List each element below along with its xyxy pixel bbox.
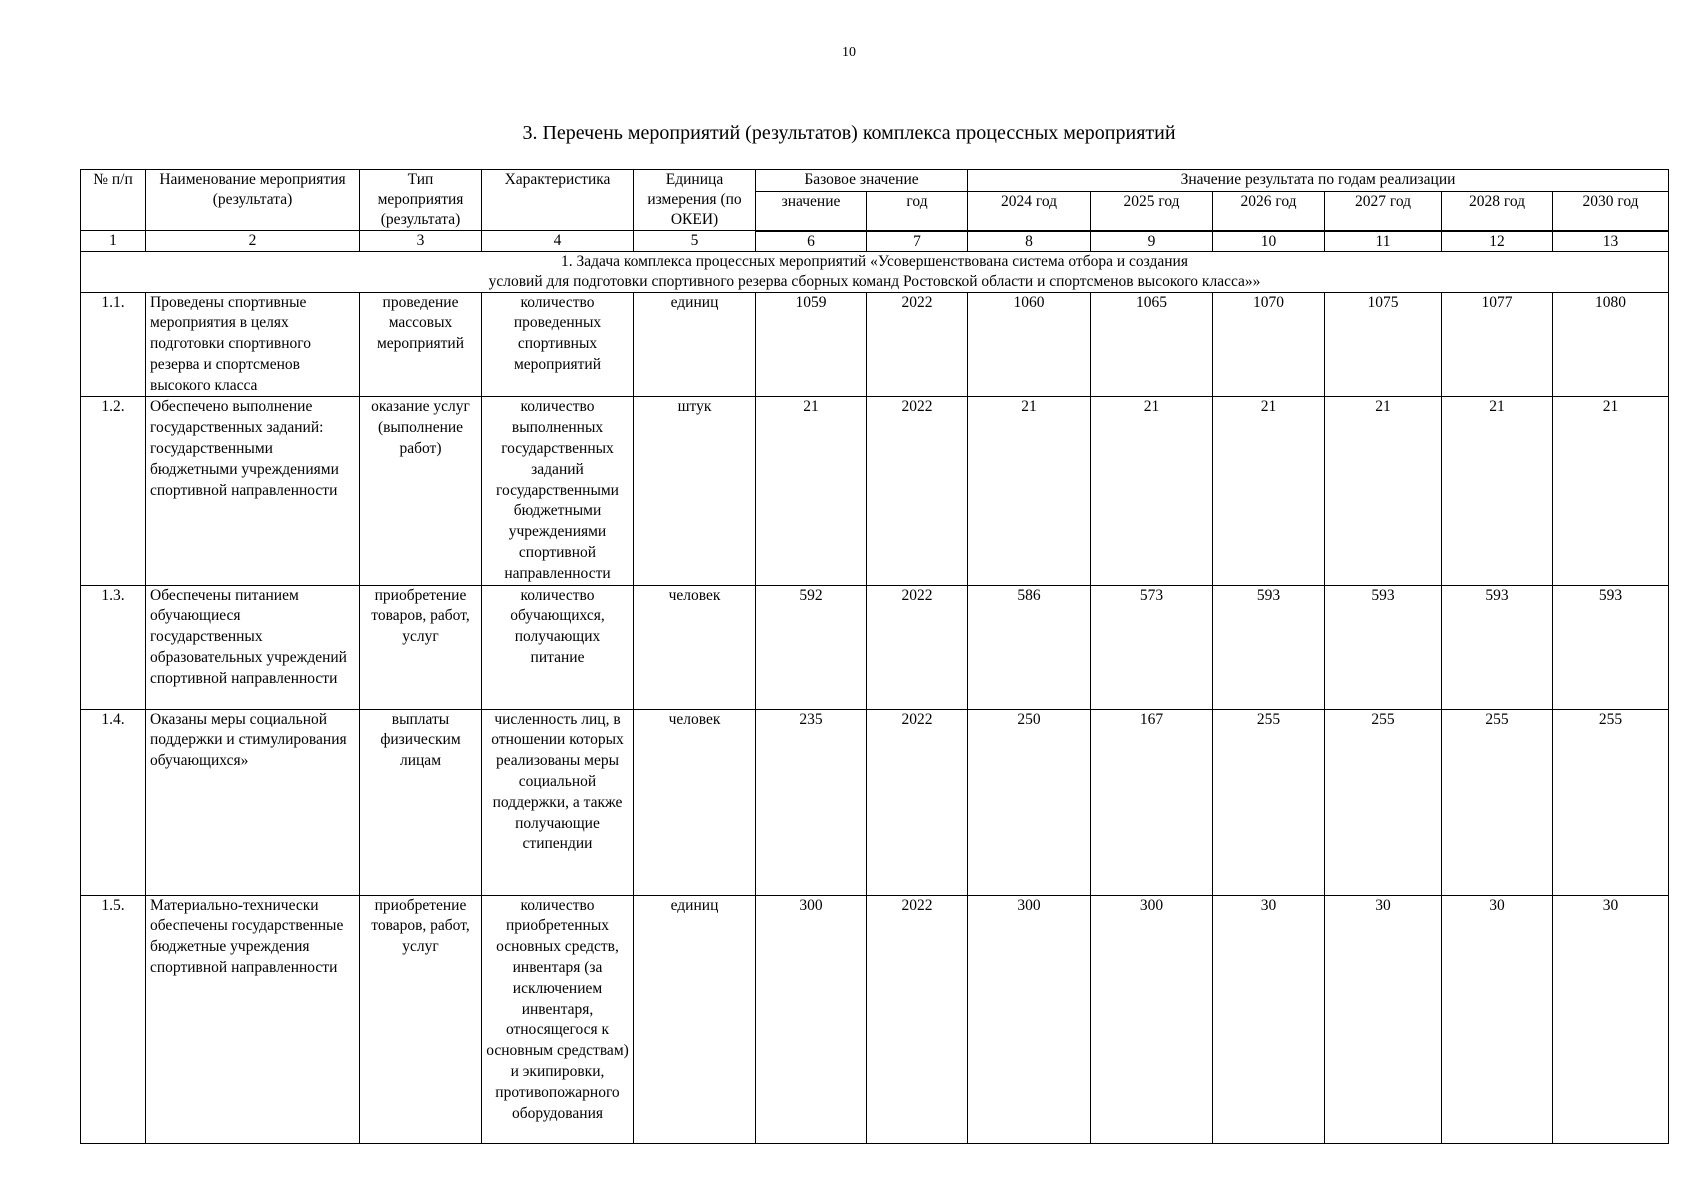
row-type: выплаты физическим лицам (360, 709, 482, 895)
document-title: 3. Перечень мероприятий (результатов) комплекса процессных мероприятий (522, 122, 1176, 144)
table-row (81, 895, 1669, 1143)
header-num: № п/п (81, 170, 146, 231)
row-characteristic: количество приобретенных основных средств, инвентаря (за исключением инвентаря, относящегося к основным средствам) и экипировки, противопожарного оборудования (482, 895, 634, 1143)
row-value-2025: 1065 (1091, 292, 1213, 397)
row-value-2026: 255 (1213, 709, 1325, 895)
header-base-value: Базовое значение (756, 170, 968, 192)
row-characteristic: количество выполненных государственных заданий государственными бюджетными учреждениями спортивной направленности (482, 397, 634, 585)
row-value-2025: 300 (1091, 895, 1213, 1143)
table-row (81, 585, 1669, 709)
row-type: проведение массовых мероприятий (360, 292, 482, 397)
section-row (81, 251, 1669, 292)
row-unit: человек (634, 585, 756, 709)
header-type: Тип мероприятия (результата) (360, 170, 482, 231)
row-value-2028: 21 (1442, 397, 1553, 585)
row-value-2026: 593 (1213, 585, 1325, 709)
header-name: Наименование мероприятия (результата) (146, 170, 360, 231)
row-type: приобретение товаров, работ, услуг (360, 895, 482, 1143)
row-value-2030: 21 (1553, 397, 1669, 585)
row-base-value: 300 (756, 895, 867, 1143)
header-characteristic: Характеристика (482, 170, 634, 231)
results-table (80, 169, 1669, 1144)
section-title-line-1: 1. Задача комплекса процессных мероприятий «Усовершенствована система отбора и создания (561, 252, 1188, 270)
header-year-2025: 2025 год (1091, 191, 1213, 230)
row-num: 1.1. (81, 292, 146, 397)
row-value-2028: 255 (1442, 709, 1553, 895)
row-base-year: 2022 (867, 585, 968, 709)
row-value-2024: 250 (968, 709, 1091, 895)
column-number: 6 (756, 231, 867, 252)
column-number: 2 (146, 231, 360, 252)
column-number: 7 (867, 231, 968, 252)
column-number: 9 (1091, 231, 1213, 252)
header-row-1 (81, 170, 1669, 192)
table-row (81, 397, 1669, 585)
column-number: 4 (482, 231, 634, 252)
row-value-2027: 593 (1325, 585, 1442, 709)
row-value-2030: 1080 (1553, 292, 1669, 397)
row-name: Материально-технически обеспечены государственные бюджетные учреждения спортивной направленности (146, 895, 360, 1143)
row-unit: человек (634, 709, 756, 895)
section-title (81, 251, 1669, 292)
column-number: 12 (1442, 231, 1553, 252)
row-base-value: 1059 (756, 292, 867, 397)
row-unit: единиц (634, 895, 756, 1143)
row-num: 1.2. (81, 397, 146, 585)
column-number: 5 (634, 231, 756, 252)
column-numbers-row (81, 231, 1669, 252)
header-year-2028: 2028 год (1442, 191, 1553, 230)
column-number: 13 (1553, 231, 1669, 252)
row-value-2028: 1077 (1442, 292, 1553, 397)
row-base-value: 592 (756, 585, 867, 709)
row-value-2024: 21 (968, 397, 1091, 585)
row-value-2027: 255 (1325, 709, 1442, 895)
header-base-value-value: значение (756, 191, 867, 230)
row-value-2024: 586 (968, 585, 1091, 709)
row-base-year: 2022 (867, 709, 968, 895)
row-base-value: 235 (756, 709, 867, 895)
row-unit: штук (634, 397, 756, 585)
row-value-2024: 300 (968, 895, 1091, 1143)
row-type: оказание услуг (выполнение работ) (360, 397, 482, 585)
column-number: 11 (1325, 231, 1442, 252)
header-year-2030: 2030 год (1553, 191, 1669, 230)
row-name: Оказаны меры социальной поддержки и стимулирования обучающихся» (146, 709, 360, 895)
row-value-2028: 30 (1442, 895, 1553, 1143)
row-base-value: 21 (756, 397, 867, 585)
row-value-2030: 593 (1553, 585, 1669, 709)
row-name: Проведены спортивные мероприятия в целях подготовки спортивного резерва и спортсменов высокого класса (146, 292, 360, 397)
table-row (81, 292, 1669, 397)
header-year-2027: 2027 год (1325, 191, 1442, 230)
row-value-2028: 593 (1442, 585, 1553, 709)
row-base-year: 2022 (867, 292, 968, 397)
row-value-2026: 1070 (1213, 292, 1325, 397)
row-base-year: 2022 (867, 397, 968, 585)
row-characteristic: количество обучающихся, получающих питание (482, 585, 634, 709)
row-num: 1.3. (81, 585, 146, 709)
row-num: 1.5. (81, 895, 146, 1143)
header-year-2026: 2026 год (1213, 191, 1325, 230)
row-value-2026: 21 (1213, 397, 1325, 585)
column-number: 1 (81, 231, 146, 252)
page-number: 10 (842, 45, 856, 60)
row-value-2025: 573 (1091, 585, 1213, 709)
column-number: 3 (360, 231, 482, 252)
row-value-2030: 255 (1553, 709, 1669, 895)
row-num: 1.4. (81, 709, 146, 895)
row-value-2027: 21 (1325, 397, 1442, 585)
row-value-2025: 21 (1091, 397, 1213, 585)
header-unit: Единица измерения (по ОКЕИ) (634, 170, 756, 231)
row-value-2024: 1060 (968, 292, 1091, 397)
row-name: Обеспечено выполнение государственных заданий: государственными бюджетными учреждениями спортивной направленности (146, 397, 360, 585)
row-value-2026: 30 (1213, 895, 1325, 1143)
row-value-2025: 167 (1091, 709, 1213, 895)
row-characteristic: количество проведенных спортивных мероприятий (482, 292, 634, 397)
table-row (81, 709, 1669, 895)
row-value-2030: 30 (1553, 895, 1669, 1143)
header-base-value-year: год (867, 191, 968, 230)
row-name: Обеспечены питанием обучающиеся государственных образовательных учреждений спортивной направленности (146, 585, 360, 709)
row-base-year: 2022 (867, 895, 968, 1143)
row-unit: единиц (634, 292, 756, 397)
row-characteristic: численность лиц, в отношении которых реализованы меры социальной поддержки, а также получающие стипендии (482, 709, 634, 895)
row-value-2027: 30 (1325, 895, 1442, 1143)
section-title-line-2: условий для подготовки спортивного резерва сборных команд Ростовской области и спортсменов высокого класса»» (488, 272, 1261, 290)
header-years-group: Значение результата по годам реализации (968, 170, 1669, 192)
column-number: 8 (968, 231, 1091, 252)
header-year-2024: 2024 год (968, 191, 1091, 230)
column-number: 10 (1213, 231, 1325, 252)
row-value-2027: 1075 (1325, 292, 1442, 397)
row-type: приобретение товаров, работ, услуг (360, 585, 482, 709)
